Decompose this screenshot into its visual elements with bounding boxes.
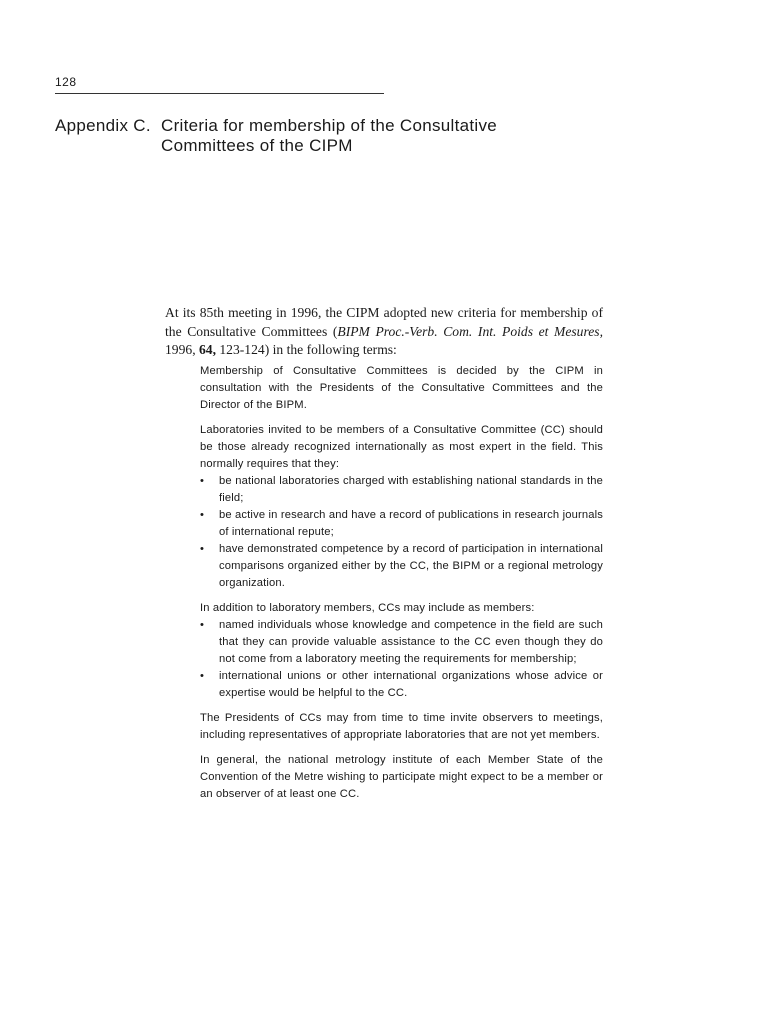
- quote-paragraph-additional-members: In addition to laboratory members, CCs may include as members:: [200, 602, 535, 614]
- list-item-text: international unions or other international organizations whose advice or expertise would be helpful to the CC.: [219, 670, 603, 699]
- list-item-text: named individuals whose knowledge and competence in the field are such that they can provide valuable assistance to the CC even though they do not come from a laboratory meeting the requirements for membership;: [219, 619, 603, 665]
- bullet-icon: •: [200, 619, 205, 631]
- appendix-heading: [55, 116, 615, 156]
- intro-citation: BIPM Proc.-Verb. Com. Int. Poids et Mesures,: [337, 323, 603, 339]
- appendix-title-line-2: Committees of the CIPM: [161, 136, 353, 155]
- list-item-text: have demonstrated competence by a record of participation in international comparisons organized either by the CC, the BIPM or a regional metrology organization.: [219, 543, 603, 589]
- bullet-icon: •: [200, 543, 205, 555]
- intro-text-1: At its 85th meeting in 1996, the CIPM adopted new criteria for membership of the Consultative Committees (: [165, 305, 603, 339]
- list-item: [200, 668, 603, 702]
- appendix-label: Appendix C.: [55, 116, 151, 135]
- list-item-text: be national laboratories charged with establishing national standards in the field;: [219, 475, 603, 504]
- bullet-icon: •: [200, 509, 205, 521]
- quote-paragraph-membership: Membership of Consultative Committees is decided by the CIPM in consultation with the Presidents of the Consultative Committees and the Director of the BIPM.: [200, 365, 603, 411]
- quote-paragraph-national-institutes: In general, the national metrology institute of each Member State of the Convention of the Metre wishing to participate might expect to be a member or an observer of at least one CC.: [200, 754, 603, 800]
- laboratory-requirements-list: [200, 473, 603, 592]
- intro-paragraph: [165, 304, 603, 360]
- additional-members-list: [200, 617, 603, 702]
- appendix-heading-line-1: [55, 116, 615, 136]
- intro-text-2: 1996,: [165, 342, 199, 357]
- list-item: [200, 617, 603, 668]
- quoted-criteria: [200, 363, 603, 811]
- list-item: [200, 541, 603, 592]
- intro-text-3: 123-124) in the following terms:: [215, 342, 397, 357]
- quote-paragraph-laboratories: Laboratories invited to be members of a Consultative Committee (CC) should be those already recognized internationally as most expert in the field. This normally requires that they:: [200, 424, 603, 470]
- bullet-icon: •: [200, 475, 205, 487]
- bullet-icon: •: [200, 670, 205, 682]
- quote-paragraph-observers: The Presidents of CCs may from time to time invite observers to meetings, including representatives of appropriate laboratories that are not yet members.: [200, 712, 603, 741]
- list-item-text: be active in research and have a record of publications in research journals of international repute;: [219, 509, 603, 538]
- list-item: [200, 473, 603, 507]
- intro-volume: 64,: [198, 342, 216, 357]
- appendix-title-line-1: Criteria for membership of the Consultative: [161, 116, 498, 135]
- page-number: 128: [55, 75, 77, 89]
- list-item: [200, 507, 603, 541]
- header-rule: [55, 93, 384, 94]
